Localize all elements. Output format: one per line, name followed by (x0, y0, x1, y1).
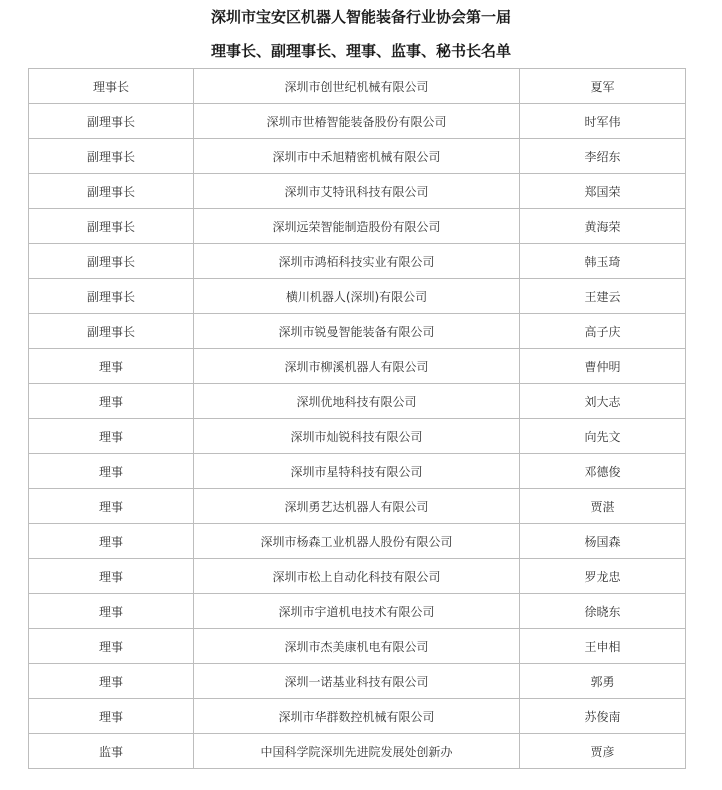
document-title-line-1: 深圳市宝安区机器人智能装备行业协会第一届 (210, 8, 511, 26)
position-cell: 理事 (29, 629, 194, 664)
position-cell: 副理事长 (29, 104, 194, 139)
table-row (29, 734, 686, 769)
roster-table-body (29, 69, 686, 769)
table-row (29, 174, 686, 209)
member-name-cell: 夏军 (520, 69, 686, 104)
organization-cell: 深圳市世椿智能装备股份有限公司 (194, 104, 520, 139)
table-row (29, 349, 686, 384)
member-name-cell: 邓德俊 (520, 454, 686, 489)
position-cell: 副理事长 (29, 244, 194, 279)
member-name-cell: 黄海荣 (520, 209, 686, 244)
member-name-cell: 郭勇 (520, 664, 686, 699)
table-row (29, 594, 686, 629)
organization-cell: 深圳市杰美康机电有限公司 (194, 629, 520, 664)
table-row (29, 629, 686, 664)
organization-cell: 深圳市华群数控机械有限公司 (194, 699, 520, 734)
table-row (29, 524, 686, 559)
position-cell: 理事 (29, 454, 194, 489)
position-cell: 理事 (29, 594, 194, 629)
organization-cell: 深圳远荣智能制造股份有限公司 (194, 209, 520, 244)
table-row (29, 209, 686, 244)
member-name-cell: 韩玉琦 (520, 244, 686, 279)
table-row (29, 699, 686, 734)
position-cell: 副理事长 (29, 139, 194, 174)
table-row (29, 244, 686, 279)
member-name-cell: 郑国荣 (520, 174, 686, 209)
organization-cell: 深圳市宇道机电技术有限公司 (194, 594, 520, 629)
organization-cell: 横川机器人(深圳)有限公司 (194, 279, 520, 314)
organization-cell: 深圳一诺基业科技有限公司 (194, 664, 520, 699)
member-name-cell: 高子庆 (520, 314, 686, 349)
organization-cell: 深圳优地科技有限公司 (194, 384, 520, 419)
organization-cell: 深圳市星特科技有限公司 (194, 454, 520, 489)
member-name-cell: 杨国森 (520, 524, 686, 559)
member-name-cell: 贾彦 (520, 734, 686, 769)
member-name-cell: 徐晓东 (520, 594, 686, 629)
organization-cell: 深圳市中禾旭精密机械有限公司 (194, 139, 520, 174)
organization-cell: 深圳市灿锐科技有限公司 (194, 419, 520, 454)
table-row (29, 559, 686, 594)
position-cell: 理事长 (29, 69, 194, 104)
organization-cell: 深圳市鸿栢科技实业有限公司 (194, 244, 520, 279)
table-row (29, 454, 686, 489)
member-name-cell: 向先文 (520, 419, 686, 454)
document-title-line-2: 理事长、副理事长、理事、监事、秘书长名单 (210, 42, 511, 60)
organization-cell: 深圳市创世纪机械有限公司 (194, 69, 520, 104)
roster-table (28, 68, 686, 769)
table-row (29, 69, 686, 104)
position-cell: 副理事长 (29, 209, 194, 244)
member-name-cell: 刘大志 (520, 384, 686, 419)
organization-cell: 深圳市松上自动化科技有限公司 (194, 559, 520, 594)
position-cell: 理事 (29, 489, 194, 524)
member-name-cell: 王申相 (520, 629, 686, 664)
position-cell: 理事 (29, 524, 194, 559)
organization-cell: 中国科学院深圳先进院发展处创新办 (194, 734, 520, 769)
position-cell: 理事 (29, 384, 194, 419)
organization-cell: 深圳市柳溪机器人有限公司 (194, 349, 520, 384)
position-cell: 监事 (29, 734, 194, 769)
position-cell: 副理事长 (29, 279, 194, 314)
member-name-cell: 苏俊南 (520, 699, 686, 734)
member-name-cell: 曹仲明 (520, 349, 686, 384)
table-row (29, 489, 686, 524)
member-name-cell: 时军伟 (520, 104, 686, 139)
member-name-cell: 贾湛 (520, 489, 686, 524)
table-row (29, 104, 686, 139)
organization-cell: 深圳市杨森工业机器人股份有限公司 (194, 524, 520, 559)
position-cell: 理事 (29, 419, 194, 454)
table-row (29, 314, 686, 349)
position-cell: 副理事长 (29, 174, 194, 209)
table-row (29, 279, 686, 314)
organization-cell: 深圳勇艺达机器人有限公司 (194, 489, 520, 524)
position-cell: 副理事长 (29, 314, 194, 349)
position-cell: 理事 (29, 349, 194, 384)
organization-cell: 深圳市艾特讯科技有限公司 (194, 174, 520, 209)
position-cell: 理事 (29, 664, 194, 699)
table-row (29, 419, 686, 454)
member-name-cell: 罗龙忠 (520, 559, 686, 594)
position-cell: 理事 (29, 559, 194, 594)
table-row (29, 664, 686, 699)
table-row (29, 139, 686, 174)
member-name-cell: 李绍东 (520, 139, 686, 174)
member-name-cell: 王建云 (520, 279, 686, 314)
organization-cell: 深圳市锐曼智能装备有限公司 (194, 314, 520, 349)
position-cell: 理事 (29, 699, 194, 734)
table-row (29, 384, 686, 419)
